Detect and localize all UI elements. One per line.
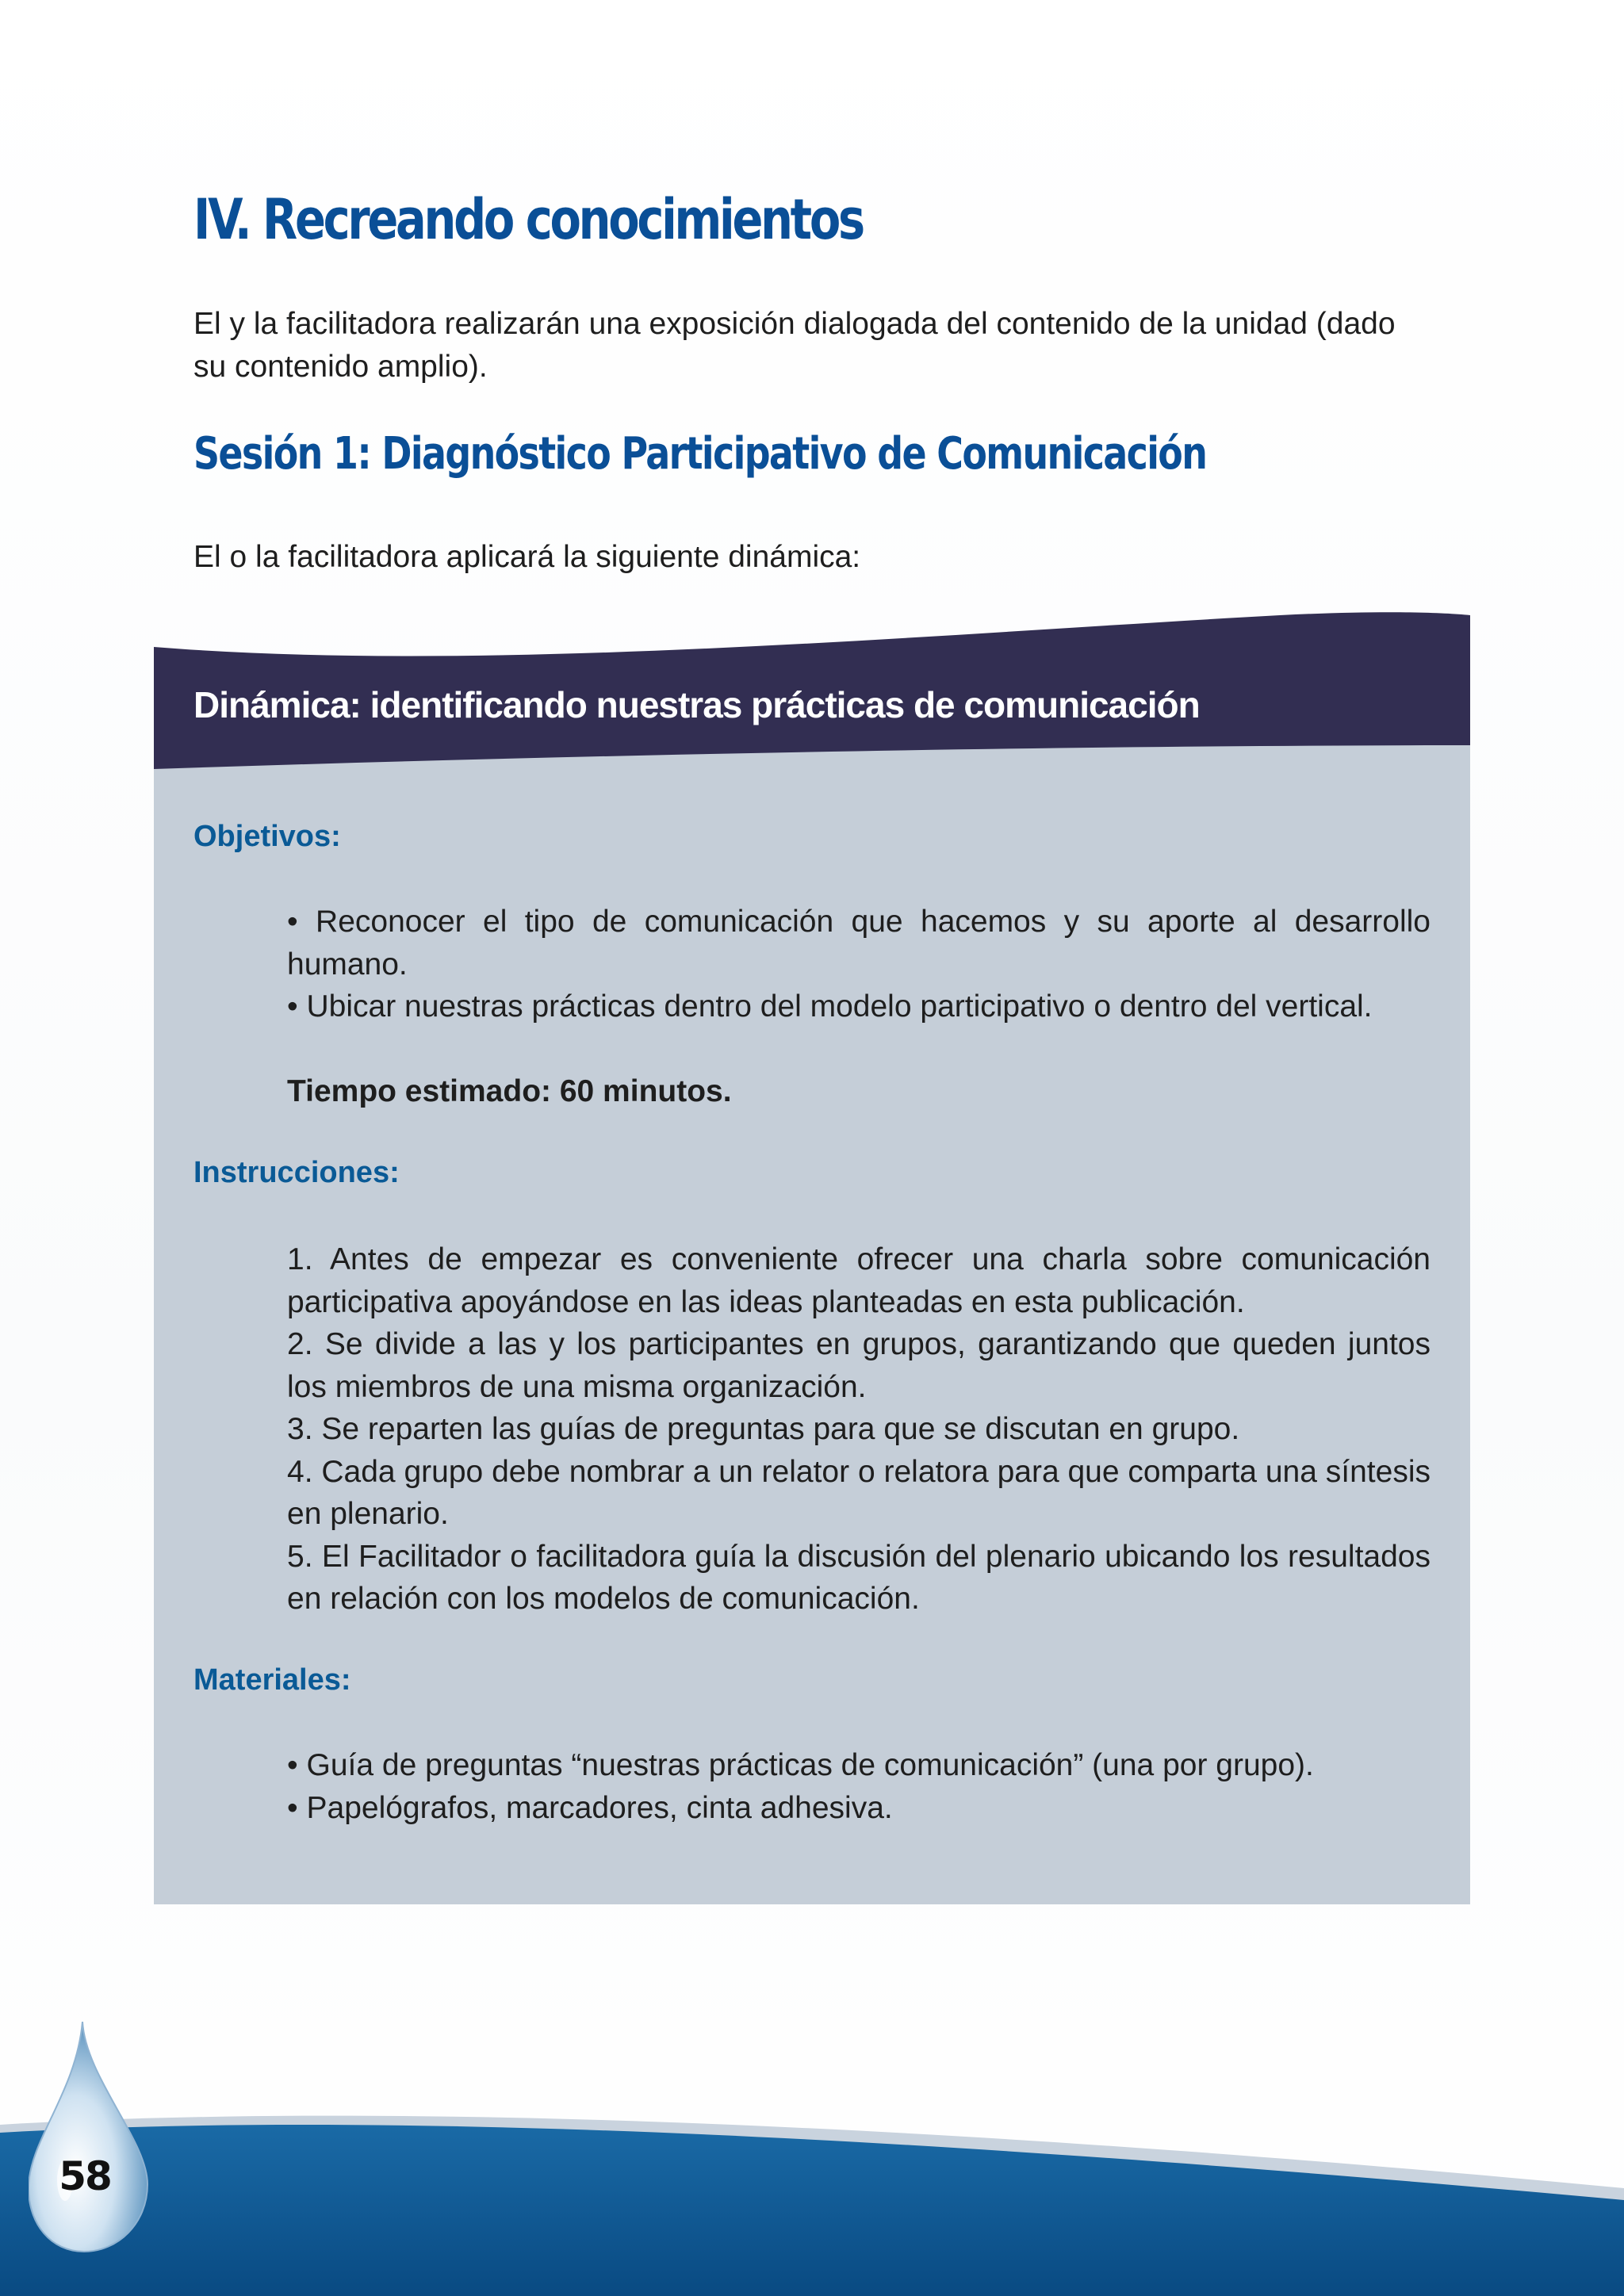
materials-label: Materiales: [193,1663,351,1697]
objective-item: • Reconocer el tipo de comunicación que hacemos y su aporte al desarrollo humano. [287,905,1431,982]
water-drop-icon [29,2022,163,2260]
instructions-list [287,1238,1431,1621]
instructions-label: Instrucciones: [193,1156,400,1189]
objective-item: • Ubicar nuestras prácticas dentro del modelo participativo o dentro del vertical. [287,989,1373,1024]
session-title: Sesión 1: Diagnóstico Participativo de Comunicación [193,428,1207,480]
instruction-item: 3. Se reparten las guías de preguntas para que se discutan en grupo. [287,1412,1240,1446]
objectives-label: Objetivos: [193,820,341,853]
activity-box-title: Dinámica: identificando nuestras prácticas de comunicación [193,684,1200,725]
materials-list [287,1744,1431,1829]
material-item: • Papelógrafos, marcadores, cinta adhesiva. [287,1790,893,1825]
instruction-item: 4. Cada grupo debe nombrar a un relator o relatora para que comparta una síntesis en plenario. [287,1454,1431,1531]
instruction-item: 2. Se divide a las y los participantes en grupos, garantizando que queden juntos los miembros de una misma organización. [287,1327,1431,1404]
lead-paragraph: El o la facilitadora aplicará la siguiente dinámica: [193,540,861,574]
instruction-item: 5. El Facilitador o facilitadora guía la discusión del plenario ubicando los resultados en relación con los modelos de comunicación. [287,1539,1431,1616]
footer-wave [0,2030,1624,2296]
time-estimate: Tiempo estimado: 60 minutos. [287,1074,732,1108]
instruction-item: 1. Antes de empezar es conveniente ofrecer una charla sobre comunicación participativa apoyándose en las ideas planteadas en esta publicación. [287,1242,1431,1319]
section-title: IV. Recreando conocimientos [193,187,863,252]
objectives-list [287,901,1431,1028]
intro-paragraph: El y la facilitadora realizarán una exposición dialogada del contenido de la unidad (dado su contenido amplio). [193,307,1396,384]
material-item: • Guía de preguntas “nuestras prácticas de comunicación” (una por grupo). [287,1748,1314,1782]
page-number: 58 [59,2153,111,2199]
